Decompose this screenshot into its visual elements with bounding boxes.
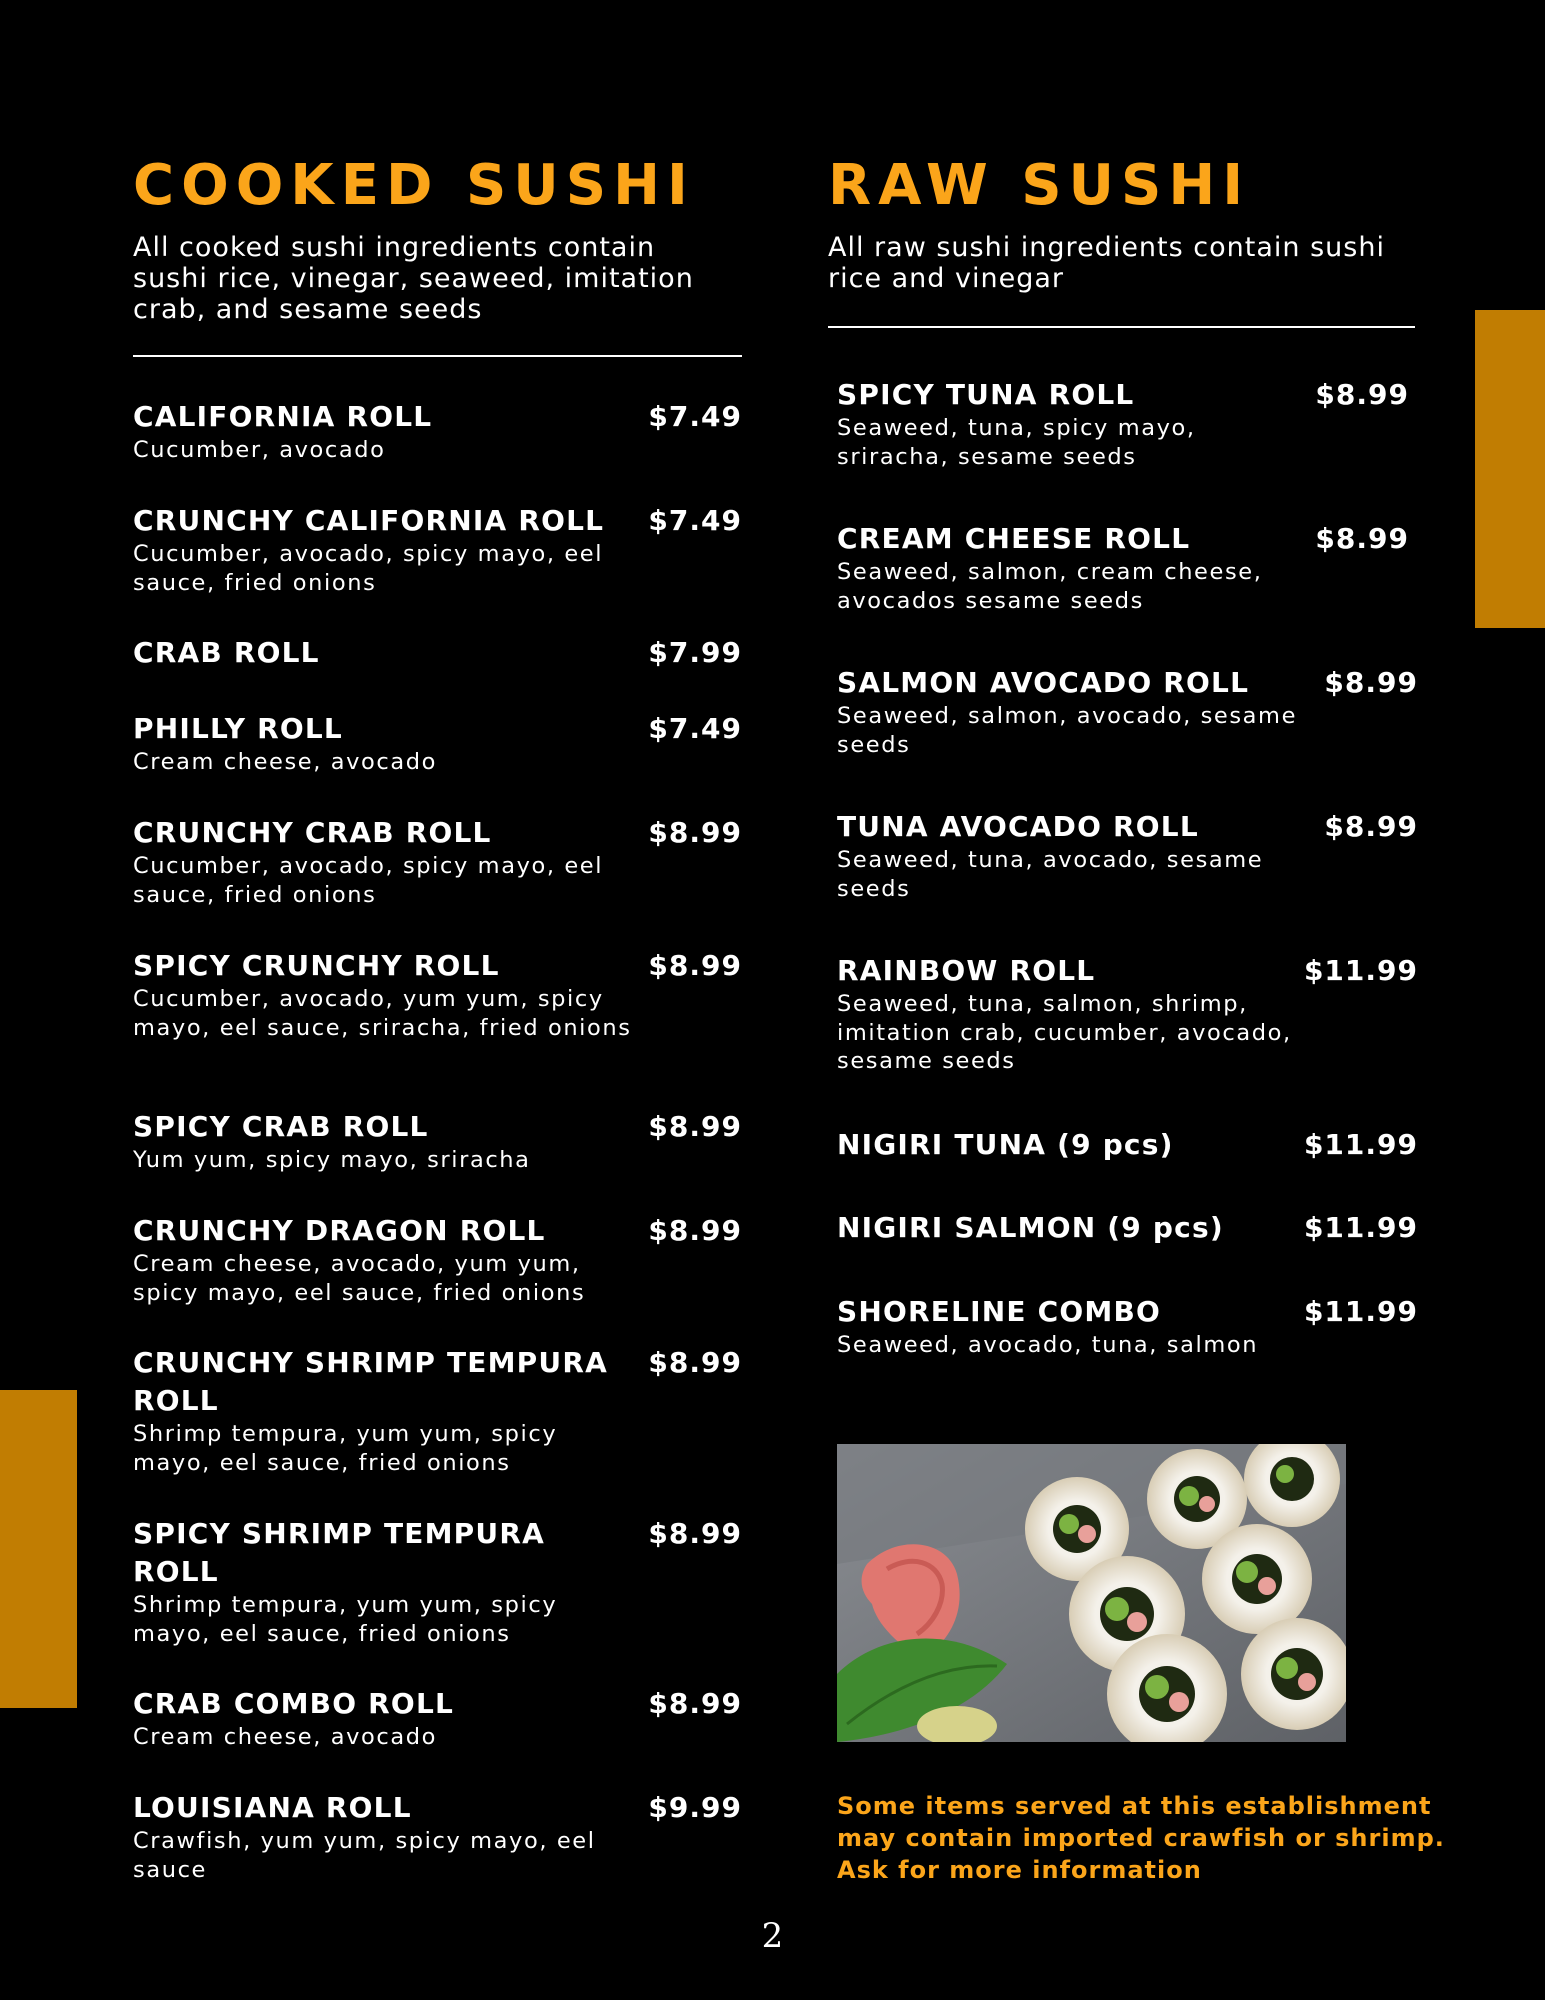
menu-item xyxy=(133,814,742,909)
item-name: CRUNCHY CALIFORNIA ROLL xyxy=(133,504,605,537)
allergen-notice: Some items served at this establishment may contain imported crawfish or shrimp. Ask for more information xyxy=(837,1792,1445,1884)
menu-item xyxy=(837,1209,1418,1247)
item-description: Cream cheese, avocado xyxy=(133,749,438,775)
item-description: Seaweed, salmon, avocado, sesame seeds xyxy=(837,703,1298,758)
item-name: SPICY SHRIMP TEMPURA ROLL xyxy=(133,1517,545,1588)
item-price: $8.99 xyxy=(1315,378,1409,411)
item-price: $8.99 xyxy=(1324,810,1418,843)
menu-item xyxy=(837,808,1418,903)
item-name: SPICY CRUNCHY ROLL xyxy=(133,949,500,982)
menu-item xyxy=(133,1685,742,1752)
item-description: Cucumber, avocado, spicy mayo, eel sauce, fried onions xyxy=(133,541,604,596)
item-description: Crawfish, yum yum, spicy mayo, eel sauce xyxy=(133,1828,596,1883)
raw-sushi-section xyxy=(828,150,1418,1358)
menu-item xyxy=(837,376,1418,471)
raw-sushi-description: All raw sushi ingredients contain sushi rice and vinegar xyxy=(828,232,1385,294)
item-name: CALIFORNIA ROLL xyxy=(133,400,433,433)
item-name: SHORELINE COMBO xyxy=(837,1295,1162,1328)
item-price: $8.99 xyxy=(648,1214,742,1247)
item-name: TUNA AVOCADO ROLL xyxy=(837,810,1199,843)
item-description: Cucumber, avocado xyxy=(133,437,386,463)
item-price: $11.99 xyxy=(1303,1128,1418,1161)
menu-item xyxy=(133,502,742,597)
item-price: $11.99 xyxy=(1303,1295,1418,1328)
cooked-divider xyxy=(133,355,742,357)
item-price: $8.99 xyxy=(648,816,742,849)
menu-item xyxy=(133,710,742,777)
menu-item xyxy=(133,1789,742,1884)
item-description: Seaweed, tuna, salmon, shrimp, imitation crab, cucumber, avocado, sesame seeds xyxy=(837,991,1292,1074)
menu-item xyxy=(133,947,742,1042)
item-price: $7.99 xyxy=(648,636,742,669)
item-name: SPICY TUNA ROLL xyxy=(837,378,1135,411)
item-description: Cream cheese, avocado, yum yum, spicy mayo, eel sauce, fried onions xyxy=(133,1251,586,1306)
accent-bar-left xyxy=(0,1390,77,1708)
item-description: Seaweed, tuna, avocado, sesame seeds xyxy=(837,847,1264,902)
item-price: $8.99 xyxy=(1324,666,1418,699)
item-name: PHILLY ROLL xyxy=(133,712,343,745)
menu-item xyxy=(837,952,1418,1076)
menu-item xyxy=(837,520,1418,615)
page-number: 2 xyxy=(761,1916,784,1956)
raw-divider xyxy=(828,326,1415,328)
item-price: $7.49 xyxy=(648,400,742,433)
item-price: $8.99 xyxy=(648,1517,742,1550)
item-description: Seaweed, tuna, spicy mayo, sriracha, sesame seeds xyxy=(837,415,1196,470)
item-name: CRAB ROLL xyxy=(133,636,320,669)
item-name: SPICY CRAB ROLL xyxy=(133,1110,429,1143)
item-name: CRAB COMBO ROLL xyxy=(133,1687,455,1720)
item-name: NIGIRI TUNA (9 pcs) xyxy=(837,1128,1174,1161)
menu-item xyxy=(837,664,1418,759)
cooked-sushi-section xyxy=(133,150,742,1883)
menu-item xyxy=(133,1212,742,1307)
item-description: Seaweed, salmon, cream cheese, avocados sesame seeds xyxy=(837,559,1263,614)
item-price: $7.49 xyxy=(648,712,742,745)
item-price: $8.99 xyxy=(648,949,742,982)
item-name: LOUISIANA ROLL xyxy=(133,1791,412,1824)
item-price: $8.99 xyxy=(648,1687,742,1720)
menu-item xyxy=(837,1126,1418,1164)
item-name: RAINBOW ROLL xyxy=(837,954,1096,987)
item-description: Seaweed, avocado, tuna, salmon xyxy=(837,1332,1259,1358)
item-price: $8.99 xyxy=(648,1346,742,1379)
item-description: Cucumber, avocado, yum yum, spicy mayo, eel sauce, sriracha, fried onions xyxy=(133,986,632,1041)
item-price: $9.99 xyxy=(648,1791,742,1824)
item-description: Yum yum, spicy mayo, sriracha xyxy=(133,1147,531,1173)
sushi-photo xyxy=(837,1444,1346,1742)
cooked-sushi-title: COOKED SUSHI xyxy=(133,153,695,218)
item-name: NIGIRI SALMON (9 pcs) xyxy=(837,1211,1224,1244)
item-price: $7.49 xyxy=(648,504,742,537)
item-description: Cucumber, avocado, spicy mayo, eel sauce, fried onions xyxy=(133,853,604,908)
item-description: Shrimp tempura, yum yum, spicy mayo, eel sauce, fried onions xyxy=(133,1592,558,1647)
menu-item xyxy=(133,398,742,465)
item-price: $11.99 xyxy=(1303,1211,1418,1244)
menu-item xyxy=(133,1515,742,1648)
item-price: $8.99 xyxy=(1315,522,1409,555)
menu-item xyxy=(837,1293,1418,1360)
menu-item xyxy=(133,634,742,672)
item-name: CRUNCHY DRAGON ROLL xyxy=(133,1214,546,1247)
item-description: Cream cheese, avocado xyxy=(133,1724,438,1750)
cooked-sushi-description: All cooked sushi ingredients contain sushi rice, vinegar, seaweed, imitation crab, and sesame seeds xyxy=(133,232,694,325)
raw-sushi-title: RAW SUSHI xyxy=(828,153,1251,218)
item-description: Shrimp tempura, yum yum, spicy mayo, eel sauce, fried onions xyxy=(133,1421,558,1476)
item-name: SALMON AVOCADO ROLL xyxy=(837,666,1250,699)
item-price: $8.99 xyxy=(648,1110,742,1143)
accent-bar-right xyxy=(1475,310,1545,628)
menu-item xyxy=(133,1108,742,1175)
item-name: CREAM CHEESE ROLL xyxy=(837,522,1191,555)
item-name: CRUNCHY CRAB ROLL xyxy=(133,816,492,849)
menu-item xyxy=(133,1344,742,1477)
item-price: $11.99 xyxy=(1303,954,1418,987)
item-name: CRUNCHY SHRIMP TEMPURA ROLL xyxy=(133,1346,608,1417)
